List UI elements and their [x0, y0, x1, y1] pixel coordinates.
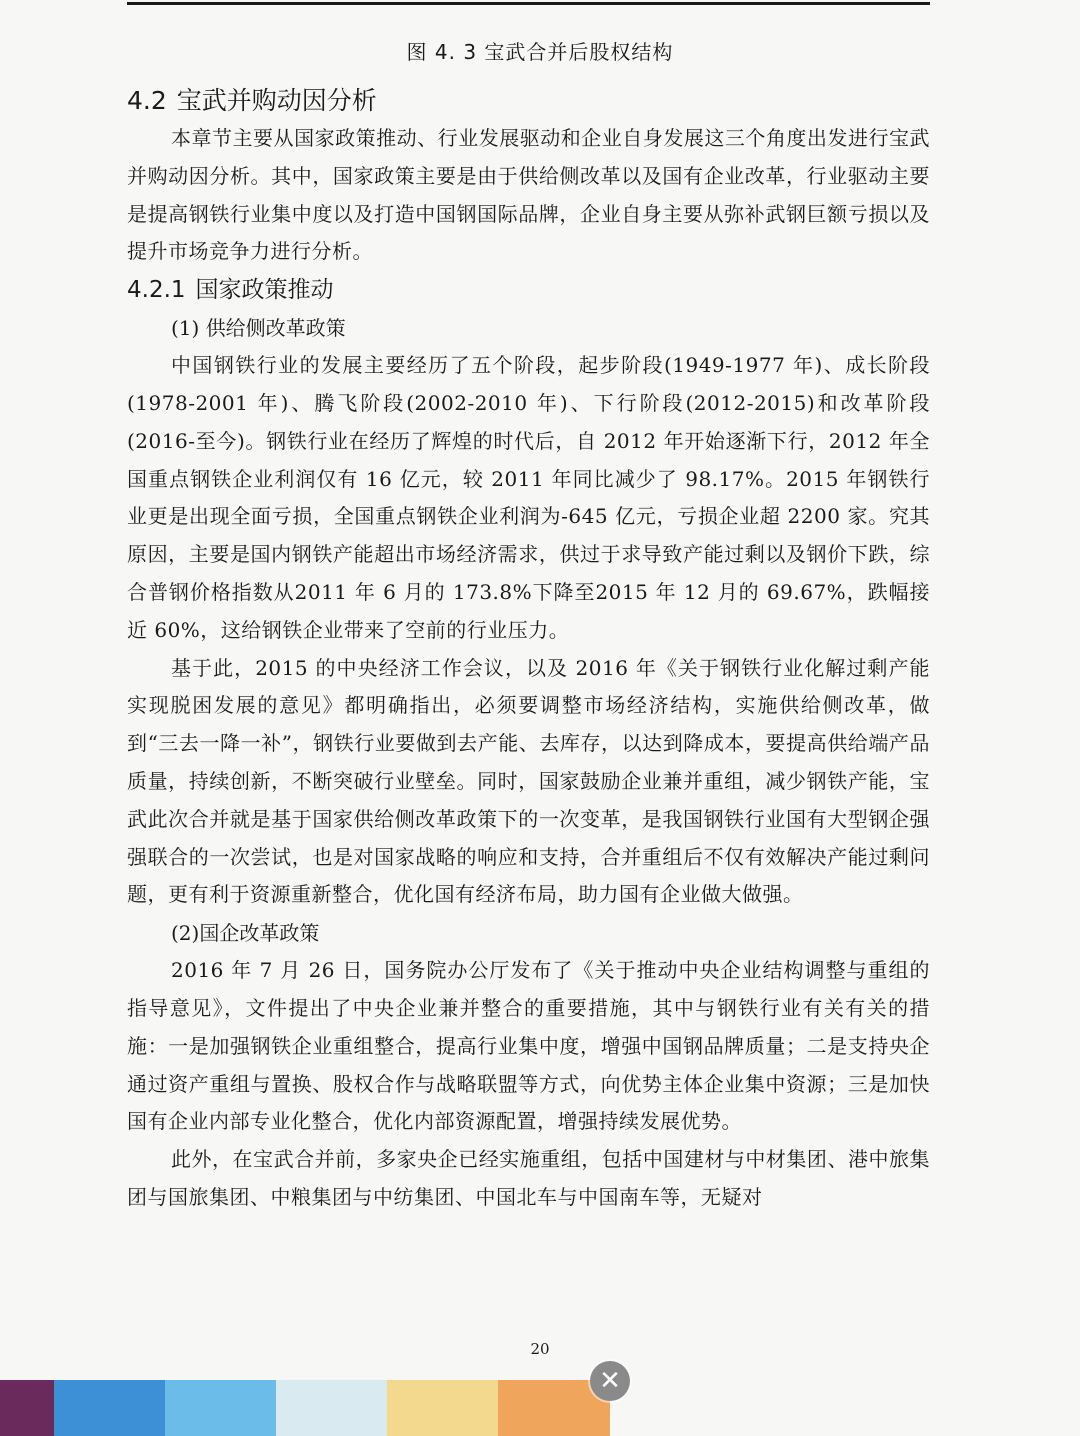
page-number: 20	[530, 1340, 550, 1358]
color-segment	[0, 1380, 54, 1436]
color-segment	[165, 1380, 276, 1436]
color-segment	[387, 1380, 498, 1436]
figure-caption: 图 4. 3 宝武合并后股权结构	[406, 40, 674, 64]
color-segment	[276, 1380, 387, 1436]
section-heading	[127, 82, 930, 120]
item1-paragraph-1: 中国钢铁行业的发展主要经历了五个阶段，起步阶段(1949-1977 年)、成长阶段(1978-2001 年)、腾飞阶段(2002-2010 年)、下行阶段(2012-2015)和改革阶段(2016-至今)。钢铁行业在经历了辉煌的时代后，自 2012 年开始逐渐下行，2012 年全国重点钢铁企业利润仅有 16 亿元，较 2011 年同比减少了 98.17%。2015 年钢铁行业更是出现全面亏损，全国重点钢铁企业利润为-645 亿元，亏损企业超 2200 家。究其原因，主要是国内钢铁产能超出市场经济需求，供过于求导致产能过剩以及钢价下跌，综合普钢价格指数从2011 年 6 月的 173.8%下降至2015 年 12 月的 69.67%，跌幅接近 60%，这给钢铁企业带来了空前的行业压力。	[127, 353, 930, 642]
bottom-color-bar	[0, 1380, 610, 1436]
item2-heading: (2)国企改革政策	[171, 921, 320, 946]
item1-heading: (1) 供给侧改革政策	[171, 316, 346, 341]
section-intro-paragraph: 本章节主要从国家政策推动、行业发展驱动和企业自身发展这三个角度出发进行宝武并购动因分析。其中，国家政策主要是由于供给侧改革以及国有企业改革，行业驱动主要是提高钢铁行业集中度以及打造中国钢国际品牌，企业自身主要从弥补武钢巨额亏损以及提升市场竞争力进行分析。	[127, 126, 930, 264]
color-segment	[54, 1380, 165, 1436]
top-rule	[127, 2, 930, 5]
item2-paragraph-1: 2016 年 7 月 26 日，国务院办公厅发布了《关于推动中央企业结构调整与重组的指导意见》，文件提出了中央企业兼并整合的重要措施，其中与钢铁行业有关有关的措施：一是加强钢铁企业重组整合，提高行业集中度，增强中国钢品牌质量；二是支持央企通过资产重组与置换、股权合作与战略联盟等方式，向优势主体企业集中资源；三是加快国有企业内部专业化整合，优化内部资源配置，增强持续发展优势。	[127, 958, 930, 1134]
section-title: 宝武并购动因分析	[176, 86, 377, 115]
document-body	[127, 82, 930, 1217]
close-icon[interactable]: ✕	[590, 1361, 630, 1401]
item1-paragraph-2: 基于此，2015 的中央经济工作会议，以及 2016 年《关于钢铁行业化解过剩产能实现脱困发展的意见》都明确指出，必须要调整市场经济结构，实施供给侧改革，做到“三去一降一补”，钢铁行业要做到去产能、去库存，以达到降成本，要提高供给端产品质量，持续创新，不断突破行业壁垒。同时，国家鼓励企业兼并重组，减少钢铁产能，宝武此次合并就是基于国家供给侧改革政策下的一次变革，是我国钢铁行业国有大型钢企强强联合的一次尝试，也是对国家战略的响应和支持，合并重组后不仅有效解决产能过剩问题，更有利于资源重新整合，优化国有经济布局，助力国有企业做大做强。	[127, 655, 930, 907]
item2-paragraph-2: 此外，在宝武合并前，多家央企已经实施重组，包括中国建材与中材集团、港中旅集团与国旅集团、中粮集团与中纺集团、中国北车与中国南车等，无疑对	[127, 1147, 930, 1209]
subsection-heading	[127, 271, 930, 309]
section-number: 4.2	[127, 86, 167, 115]
subsection-number: 4.2.1	[127, 277, 186, 304]
subsection-title: 国家政策推动	[195, 277, 334, 304]
